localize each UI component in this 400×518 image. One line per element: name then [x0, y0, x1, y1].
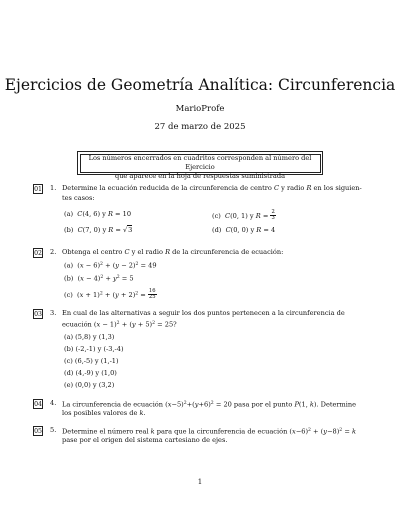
- exercise-1-option-d: (d) C(0, 0) y R = 4: [212, 226, 276, 234]
- notice-line-2: que aparece en la hoja de respuestas suministrada: [114, 172, 286, 180]
- exercise-number-1: 1.: [50, 184, 57, 192]
- exercise-1-text-line-2: tes casos:: [62, 194, 95, 202]
- document-title: Ejercicios de Geometría Analítica: Circunferencia: [4, 76, 396, 94]
- exercise-4-text-line-2: los posibles valores de k.: [62, 409, 146, 417]
- exercise-2-option-a: (a) $(x - 6)^2 + (y - 2)^2 = 49$: [64, 261, 157, 270]
- exercise-3-option-e: (e) (0,0) y (3,2): [64, 381, 115, 389]
- exercise-5-text-line-1: Determine el número real k para que la circunferencia de ecuación $(x-6)^2 + (y-8)^2 = k$: [62, 427, 356, 436]
- exercise-1-option-c: (c) C(0, 1) y R = $\frac{2}{3}$: [212, 209, 275, 222]
- exercise-3-option-c: (c) (6,-5) y (1,-1): [64, 357, 119, 365]
- exercise-3-option-d: (d) (4,-9) y (1,0): [64, 369, 117, 377]
- exercise-box-05: 05: [34, 428, 42, 435]
- exercise-number-2: 2.: [50, 248, 57, 256]
- exercise-number-3: 3.: [50, 309, 57, 317]
- exercise-number-5: 5.: [50, 426, 57, 434]
- answer-sheet-notice: [77, 151, 323, 180]
- notice-line-1: Los números encerrados en cuadritos corresponden al número del Ejercicio: [88, 154, 312, 171]
- document-author: MarioProfe: [175, 104, 225, 114]
- exercise-2-text: Obtenga el centro C y el radio R de la circunferencia de ecuación:: [62, 248, 284, 256]
- exercise-box-04: 04: [34, 401, 42, 408]
- exercise-2-option-b: (b) $(x - 4)^2 + y^2 = 5$: [64, 274, 134, 283]
- exercise-1-option-a: (a) C(4, 6) y R = 10: [64, 210, 132, 218]
- page-number: 1: [197, 478, 203, 486]
- exercise-3-option-b: (b) (-2,-1) y (-3,-4): [64, 345, 124, 353]
- exercise-4-text-line-1: La circunferencia de ecuación $(x-5)^2+(y+6)^2 = 20$ pasa por el punto P(1, k). Determine: [62, 400, 357, 409]
- exercise-1-text-line-1: Determine la ecuación reducida de la circunferencia de centro C y radio R en los siguien-: [62, 184, 362, 192]
- exercise-number-4: 4.: [50, 399, 57, 407]
- exercise-3-text-line-2: ecuación $(x - 1)^2 + (y + 5)^2 = 25$?: [62, 320, 177, 329]
- document-date: 27 de marzo de 2025: [154, 122, 246, 132]
- exercise-2-option-c: (c) $(x + 1)^2 + (y + 2)^2$ = $\frac{16}{25}$: [64, 288, 156, 301]
- exercise-box-03: 03: [34, 311, 42, 318]
- exercise-1-option-b: (b) C(7, 0) y R = √3: [64, 226, 133, 234]
- exercise-3-option-a: (a) (5,8) y (1,3): [64, 333, 115, 341]
- exercise-5-text-line-2: pase por el origen del sistema cartesiano de ejes.: [62, 436, 228, 444]
- exercise-3-text-line-1: En cual de las alternativas a seguir los dos puntos pertenecen a la circunferencia de: [62, 309, 345, 317]
- exercise-box-01: 01: [34, 186, 42, 193]
- exercise-box-02: 02: [34, 250, 42, 257]
